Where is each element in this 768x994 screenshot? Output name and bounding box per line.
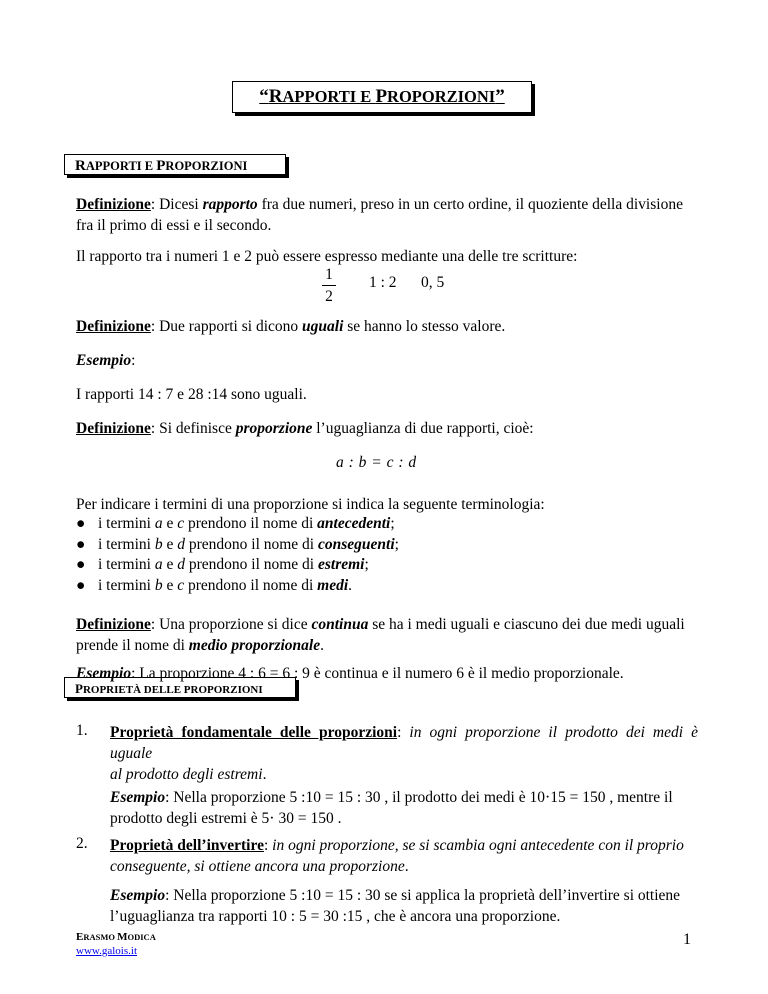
definition-proporzione: Definizione: Si definisce proporzione l’uguaglianza di due rapporti, cioè: [76, 420, 534, 437]
definition-continua: Definizione: Una proporzione si dice continua se ha i medi uguali e ciascuno dei due medi uguali prende il nome di medio proporzionale. [76, 616, 685, 654]
decimal-notation: 0, 5 [421, 274, 445, 291]
list-item: ● i termini a e c prendono il nome di antecedenti; [76, 514, 698, 535]
bullet-icon: ● [76, 576, 86, 594]
property-fundamental: Proprietà fondamentale delle proporzioni: in ogni proporzione il prodotto dei medi è uguale al prodotto degli estremi. [110, 724, 698, 783]
property-1-example: Esempio: Nella proporzione 5 :10 = 15 : 30 , il prodotto dei medi è 10⋅15 = 150 , mentre il prodotto degli estremi è 5⋅ 30 = 150 . [110, 789, 673, 827]
footer-website-link[interactable]: www.galois.it [76, 945, 138, 957]
property-1-number: 1. [76, 722, 88, 739]
list-item: ● i termini b e c prendono il nome di medi. [76, 576, 698, 597]
definition-uguali: Definizione: Due rapporti si dicono uguali se hanno lo stesso valore. [76, 318, 506, 335]
footer-author: ERASMO MODICA [76, 931, 156, 943]
section-heading-proprieta: PROPRIETÀ DELLE PROPORZIONI [64, 677, 296, 698]
continuous-proportion-example: Esempio: La proporzione 4 : 6 = 6 : 9 è continua e il numero 6 è il medio proporzionale. [76, 665, 624, 682]
property-2-number: 2. [76, 835, 88, 852]
bullet-icon: ● [76, 535, 86, 553]
document-title: “RAPPORTI E PROPORZIONI” [232, 81, 532, 113]
definition-rapporto: Definizione: Dicesi rapporto fra due numeri, preso in un certo ordine, il quoziente della divisione fra il primo di essi e il secondo. [76, 196, 683, 234]
example-label: Esempio: [76, 352, 136, 369]
page-number: 1 [683, 931, 691, 948]
property-invertire: Proprietà dell’invertire: in ogni proporzione, se si scambia ogni antecedente con il proprio conseguente, si ottiene ancora una proporzione. [110, 837, 684, 875]
proportion-formula: a : b = c : d [336, 454, 417, 471]
property-2-example: Esempio: Nella proporzione 5 :10 = 15 : 30 se si applica la proprietà dell’invertire si ottiene l’uguaglianza tra rapporti 10 : 5 = 30 :15 , che è ancora una proporzione. [110, 887, 681, 925]
ratio-notation: 1 : 2 [369, 274, 397, 291]
equal-ratios-example: I rapporti 14 : 7 e 28 :14 sono uguali. [76, 386, 307, 403]
term-list [76, 514, 698, 596]
rapporto-text: Il rapporto tra i numeri 1 e 2 può essere espresso mediante una delle tre scritture: [76, 248, 578, 265]
fraction-one-half: 1 2 [322, 265, 336, 306]
section-heading-rapporti: RAPPORTI E PROPORZIONI [64, 154, 286, 175]
bullet-icon: ● [76, 556, 86, 573]
terminology-intro: Per indicare i termini di una proporzione si indica la seguente terminologia: [76, 496, 545, 513]
bullet-icon: ● [76, 515, 86, 532]
list-item: ● i termini b e d prendono il nome di conseguenti; [76, 535, 698, 556]
list-item: ● i termini a e d prendono il nome di estremi; [76, 555, 698, 576]
